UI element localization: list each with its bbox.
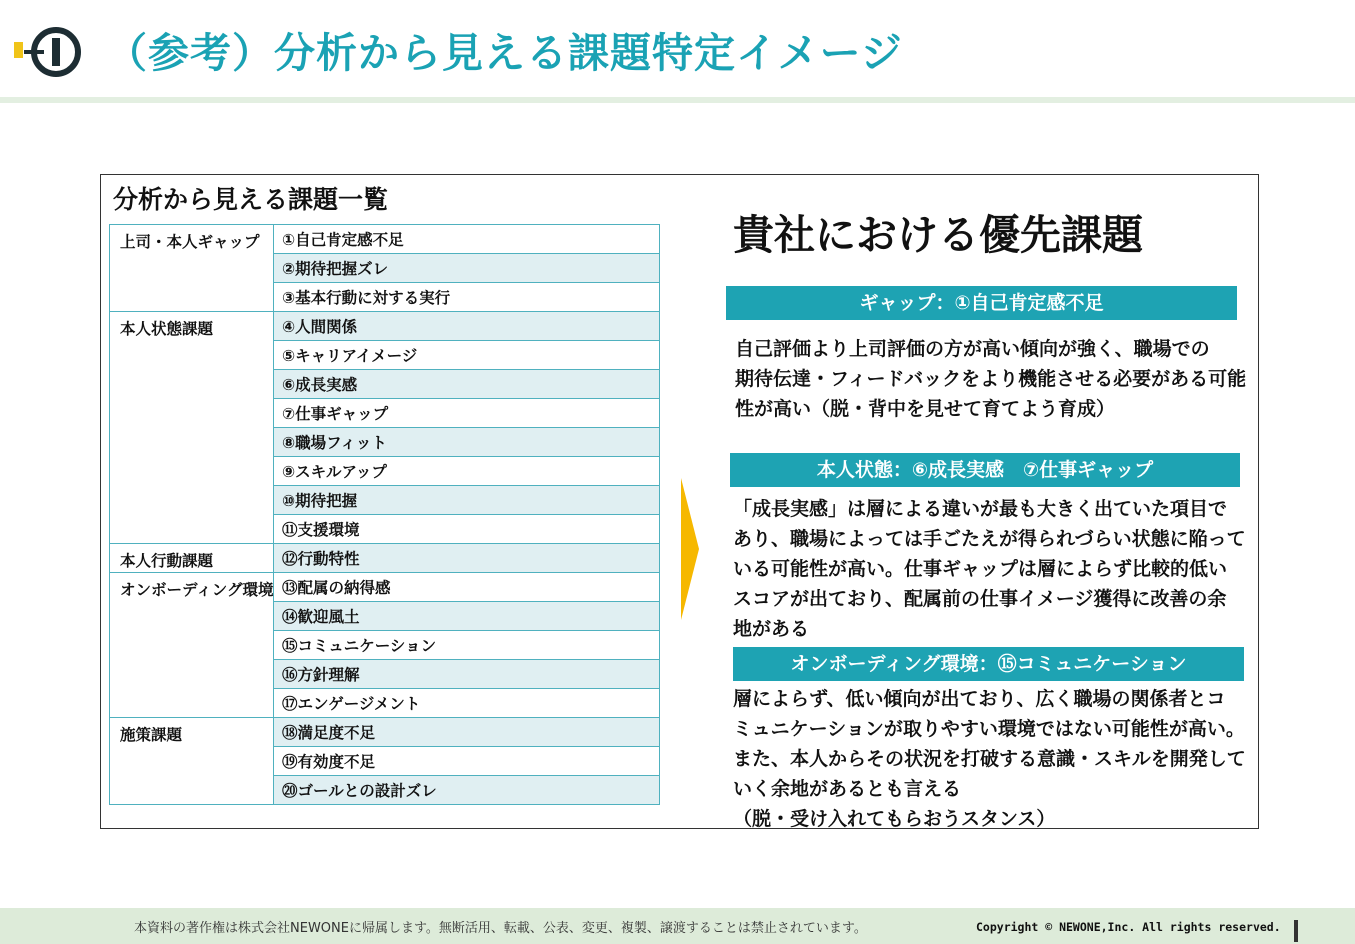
- issue-item: ⑭歓迎風土: [274, 602, 660, 631]
- table-row: [110, 718, 660, 747]
- issue-item: ⑥成長実感: [274, 370, 660, 399]
- page-marker: [1294, 920, 1298, 942]
- issue-item: ⑧職場フィット: [274, 428, 660, 457]
- priority-text-state: 「成長実感」は層による違いが最も大きく出ていた項目で あり、職場によっては手ごたえが得られづらい状態に陥って いる可能性が高い。仕事ギャップは層によらず比較的低い スコアが出ており、配属前の仕事イメージ獲得に改善の余 地がある: [733, 498, 1246, 640]
- newone-logo-icon: [14, 24, 94, 80]
- table-row: [110, 225, 660, 254]
- issue-item: ⑳ゴールとの設計ズレ: [274, 776, 660, 805]
- issue-item: ⑩期待把握: [274, 486, 660, 515]
- issue-item: ⑪支援環境: [274, 515, 660, 544]
- header-divider: [0, 97, 1355, 103]
- issue-list-heading: 分析から見える課題一覧: [113, 185, 389, 214]
- issue-item: ①自己肯定感不足: [274, 225, 660, 254]
- issue-category: 上司・本人ギャップ: [110, 225, 274, 312]
- page-title: （参考）分析から見える課題特定イメージ: [106, 29, 903, 77]
- issue-item: ⑫行動特性: [274, 544, 660, 573]
- issue-item: ⑲有効度不足: [274, 747, 660, 776]
- priority-text-onboarding: 層によらず、低い傾向が出ており、広く職場の関係者とコ ミュニケーションが取りやすい環境ではない可能性が高い。 また、本人からその状況を打破する意識・スキルを開発して いく余地があるとも言える （脱・受け入れてもらおうスタンス）: [733, 688, 1246, 830]
- issue-item: ②期待把握ズレ: [274, 254, 660, 283]
- issue-item: ⑮コミュニケーション: [274, 631, 660, 660]
- slide-header: [0, 0, 1355, 100]
- issue-item: ⑯方針理解: [274, 660, 660, 689]
- chevron-right-icon: [681, 478, 699, 620]
- copyright-line: Copyright © NEWONE,Inc. All rights reserved.: [976, 920, 1281, 934]
- issue-item: ⑤キャリアイメージ: [274, 341, 660, 370]
- table-row: [110, 544, 660, 573]
- issue-item: ⑦仕事ギャップ: [274, 399, 660, 428]
- priority-text-gap: 自己評価より上司評価の方が高い傾向が強く、職場での 期待伝達・フィードバックをより機能させる必要がある可能 性が高い（脱・背中を見せて育てよう育成）: [735, 338, 1247, 420]
- priority-band-gap: ギャップ：①自己肯定感不足: [726, 286, 1237, 320]
- issue-item: ⑱満足度不足: [274, 718, 660, 747]
- issue-item: ④人間関係: [274, 312, 660, 341]
- issue-category: 本人行動課題: [110, 544, 274, 573]
- priority-heading: 貴社における優先課題: [733, 211, 1143, 259]
- priority-band-state: 本人状態：⑥成長実感 ⑦仕事ギャップ: [730, 453, 1240, 487]
- table-row: [110, 573, 660, 602]
- table-row: [110, 312, 660, 341]
- issue-category: オンボーディング環境: [110, 573, 274, 718]
- issue-category: 施策課題: [110, 718, 274, 805]
- issue-item: ③基本行動に対する実行: [274, 283, 660, 312]
- copyright-notice: 本資料の著作権は株式会社NEWONEに帰属します。無断活用、転載、公表、変更、複製、譲渡することは禁止されています。: [134, 921, 867, 936]
- issue-table: [109, 224, 660, 805]
- issue-item: ⑬配属の納得感: [274, 573, 660, 602]
- issue-item: ⑨スキルアップ: [274, 457, 660, 486]
- priority-band-onboarding: オンボーディング環境：⑮コミュニケーション: [733, 647, 1244, 681]
- issue-category: 本人状態課題: [110, 312, 274, 544]
- issue-item: ⑰エンゲージメント: [274, 689, 660, 718]
